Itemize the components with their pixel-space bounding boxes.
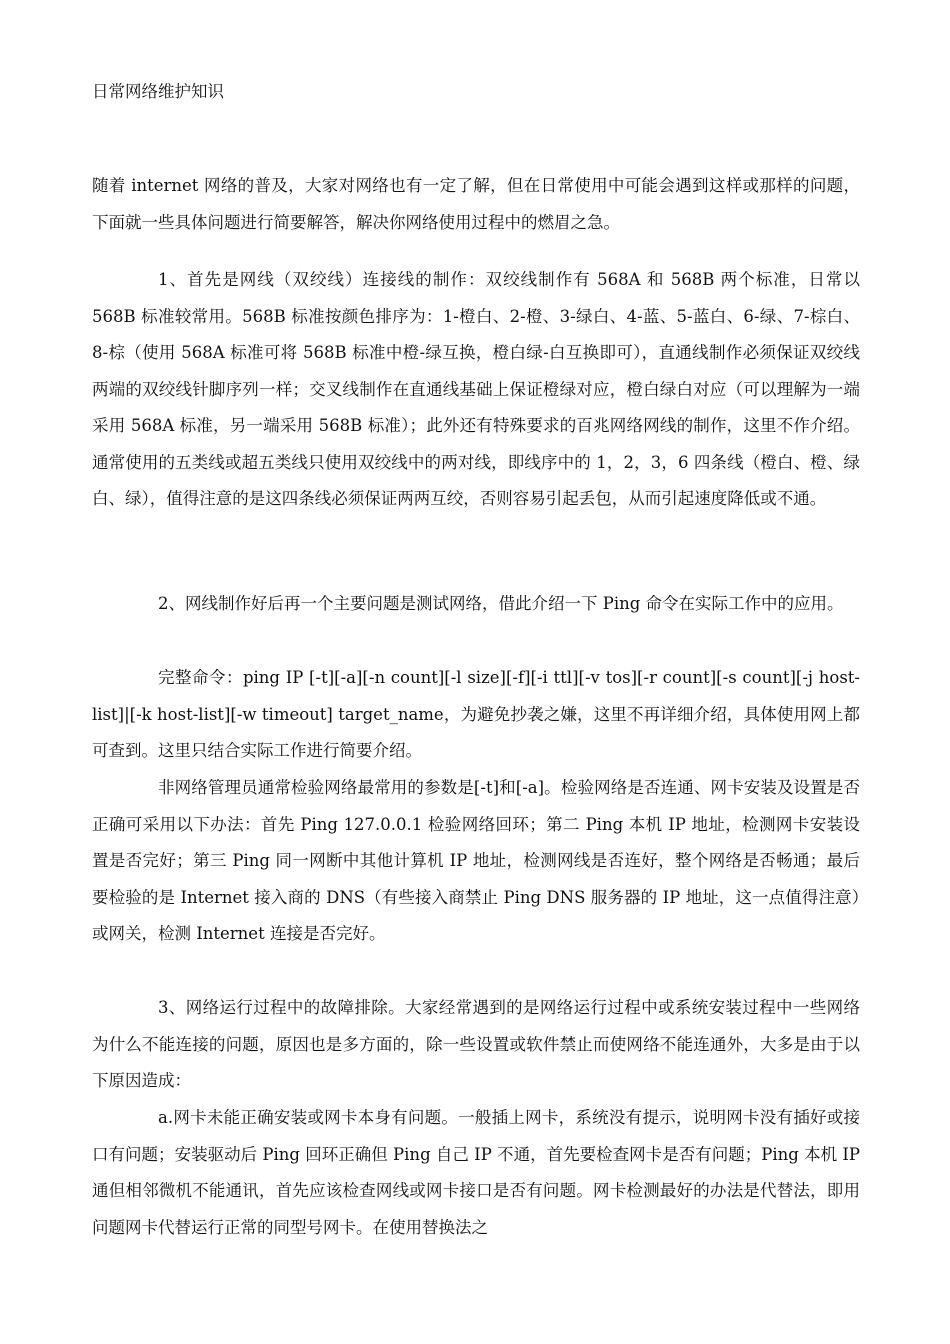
ping-command-paragraph: 完整命令：ping IP [-t][-a][-n count][-l size][-f][-i ttl][-v tos][-r count][-s count][-j host-list]|[-k host-list][-w timeout] target_name，为避免抄袭之嫌，这里不再详细介绍，具体使用网上都可查到。这里只结合实际工作进行简要介绍。 — [92, 668, 860, 760]
section-2-paragraph: 2、网线制作好后再一个主要问题是测试网络，借此介绍一下 Ping 命令在实际工作中的应用。 — [158, 594, 844, 613]
document-title: 日常网络维护知识 — [92, 82, 224, 101]
ping-parameters-paragraph: 非网络管理员通常检验网络最常用的参数是[-t]和[-a]。检验网络是否连通、网卡安装及设置是否正确可采用以下办法：首先 Ping 127.0.0.1 检验网络回环；第二 Ping 本机 IP 地址，检测网卡安装设置是否完好；第三 Ping 同一网断中其他计算机 IP 地址，检测网线是否连好，整个网络是否畅通；最后要检验的是 Internet 接入商的 DNS（有些接入商禁止 Ping DNS 服务器的 IP 地址，这一点值得注意）或网关，检测 Internet 连接是否完好。 — [92, 778, 860, 943]
section-3a-paragraph: a.网卡未能正确安装或网卡本身有问题。一般插上网卡，系统没有提示，说明网卡没有插好或接口有问题；安装驱动后 Ping 回环正确但 Ping 自己 IP 不通，首先要检查网卡是否有问题；Ping 本机 IP 通但相邻微机不能通讯，首先应该检查网线或网卡接口是否有问题。网卡检测最好的办法是代替法，即用问题网卡代替运行正常的同型号网卡。在使用替换法之 — [92, 1108, 860, 1237]
intro-paragraph: 随着 internet 网络的普及，大家对网络也有一定了解，但在日常使用中可能会遇到这样或那样的问题，下面就一些具体问题进行简要解答，解决你网络使用过程中的燃眉之急。 — [92, 176, 860, 232]
section-1-paragraph: 1、首先是网线（双绞线）连接线的制作：双绞线制作有 568A 和 568B 两个标准，日常以 568B 标准较常用。568B 标准按颜色排序为：1-橙白、2-橙、3-绿白、4-蓝、5-蓝白、6-绿、7-棕白、8-棕（使用 568A 标准可将 568B 标准中橙-绿互换，橙白绿-白互换即可），直通线制作必须保证双绞线两端的双绞线针脚序列一样；交叉线制作在直通线基础上保证橙绿对应，橙白绿白对应（可以理解为一端采用 568A 标准，另一端采用 568B 标准）；此外还有特殊要求的百兆网络网线的制作，这里不作介绍。通常使用的五类线或超五类线只使用双绞线中的两对线，即线序中的 1，2，3，6 四条线（橙白、橙、绿白、绿），值得注意的是这四条线必须保证两两互绞，否则容易引起丢包，从而引起速度降低或不通。 — [92, 270, 860, 508]
section-3-paragraph: 3、网络运行过程中的故障排除。大家经常遇到的是网络运行过程中或系统安装过程中一些网络为什么不能连接的问题，原因也是多方面的，除一些设置或软件禁止而使网络不能连通外，大多是由于以下原因造成： — [92, 998, 860, 1090]
